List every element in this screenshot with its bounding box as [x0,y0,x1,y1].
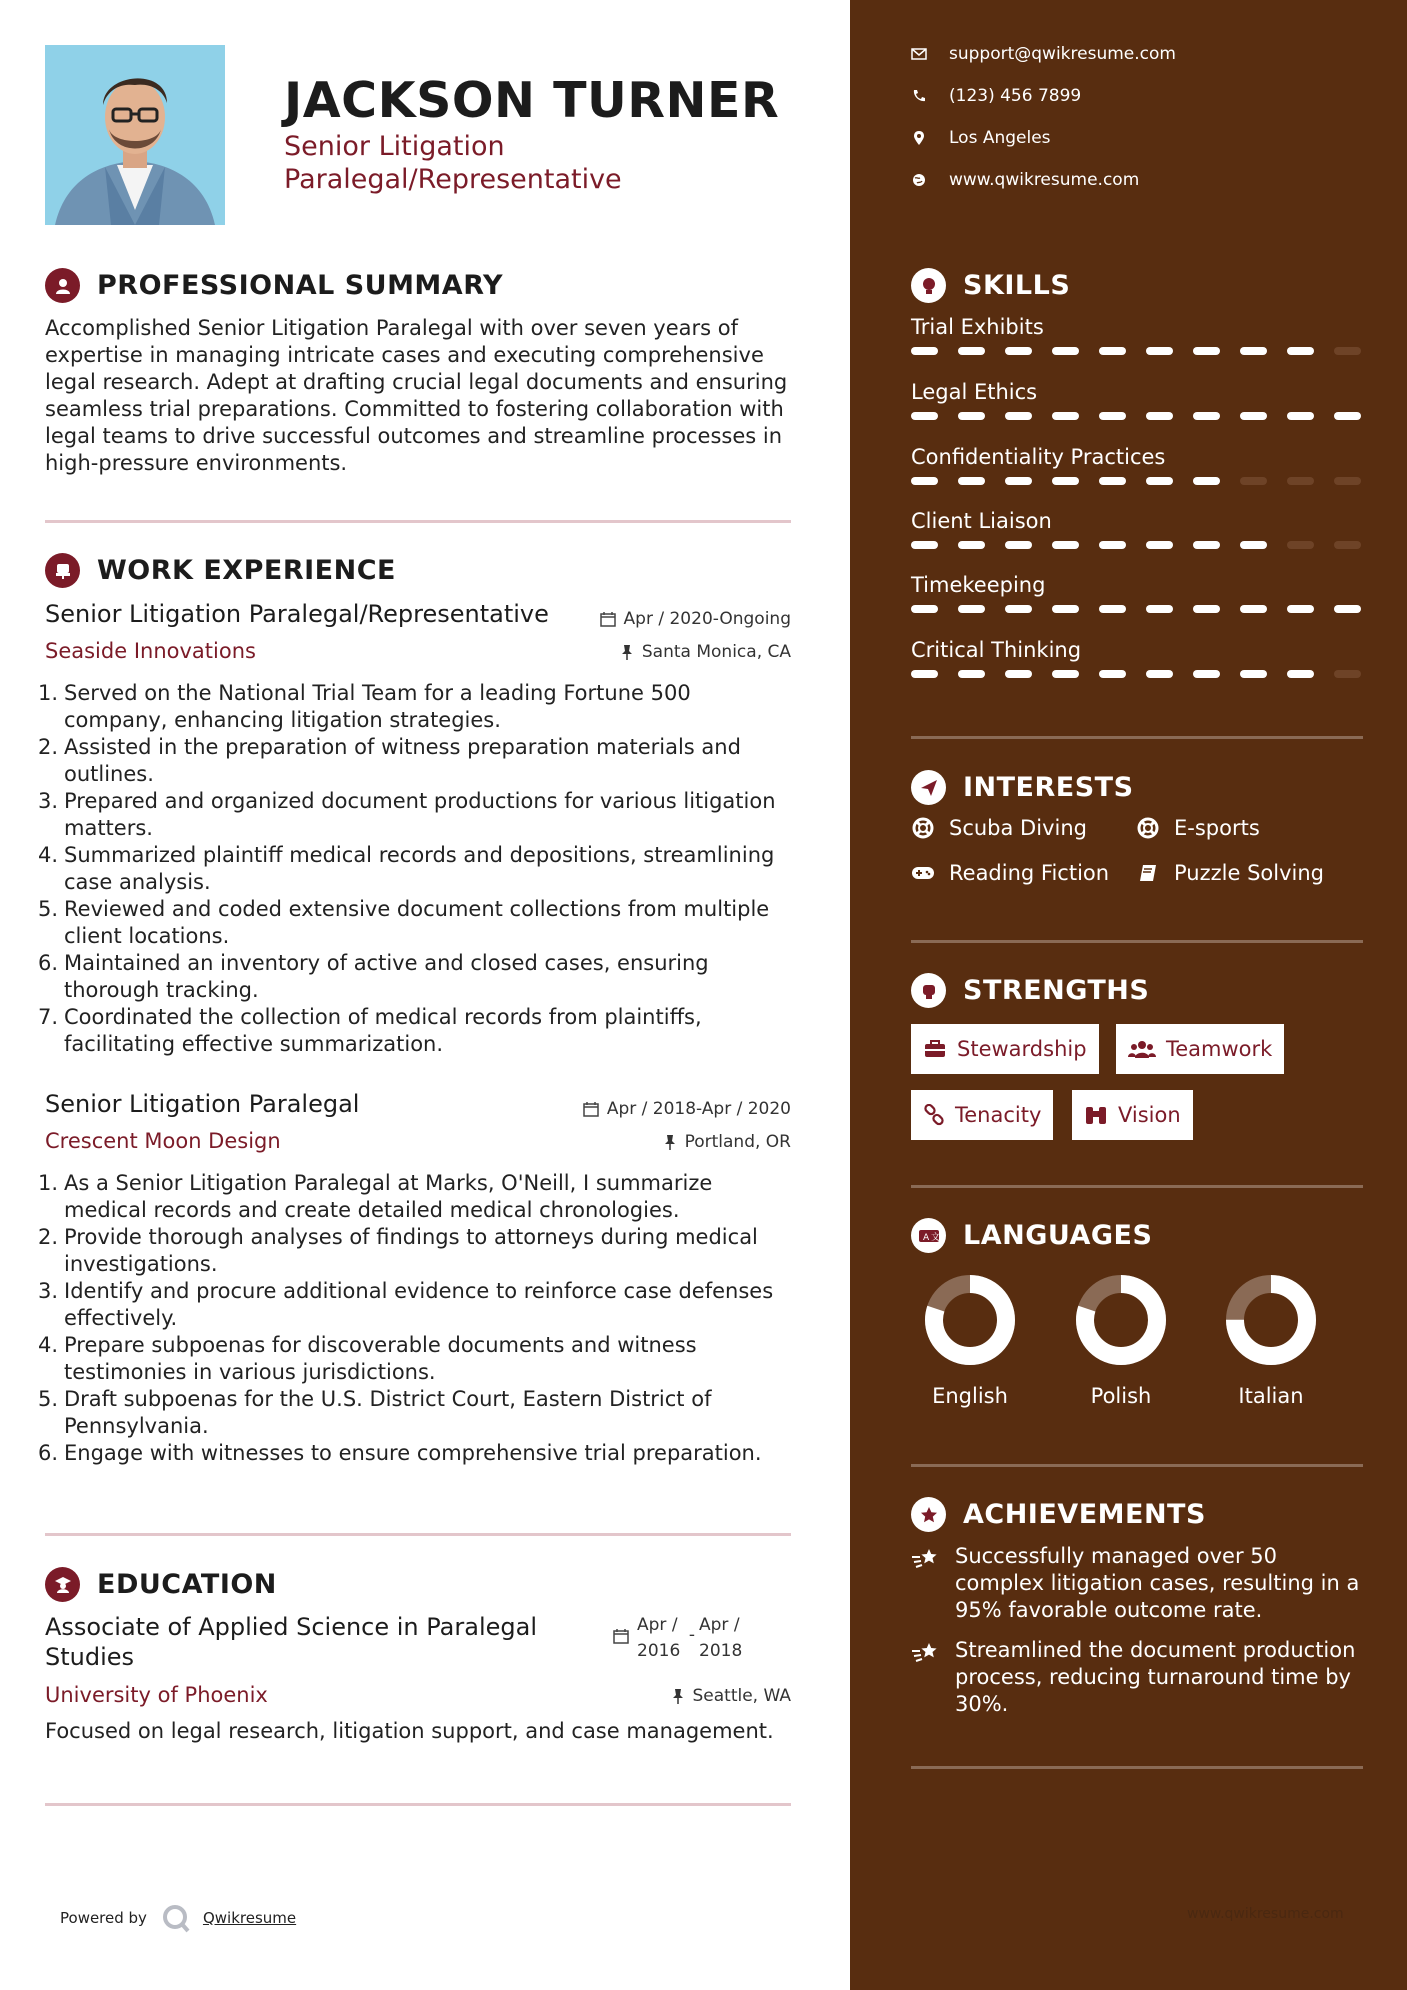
skill-level-dash [1099,541,1126,549]
skill-name: Confidentiality Practices [911,445,1166,469]
divider [911,940,1363,943]
skill-level-dash [1146,541,1173,549]
contact-website[interactable] [911,170,1139,190]
skill-level-dash [1146,605,1173,613]
contact-location [911,128,1051,148]
book-icon [1136,863,1160,883]
skills-heading [911,268,1070,303]
contact-website-text: www.qwikresume.com [949,170,1140,190]
interest-label: Scuba Diving [949,816,1087,840]
job-dates-text: Apr / 2018-Apr / 2020 [606,1099,791,1119]
skill-level-bar [911,605,1363,613]
experience-heading-label: WORK EXPERIENCE [97,555,396,586]
achievement-text: Streamlined the document production process, reducing turnaround time by 30%. [955,1638,1356,1716]
skill-level-dash [1240,347,1267,355]
interest-item [911,816,1087,840]
strength-label: Tenacity [955,1103,1042,1127]
skill-item [911,509,1363,549]
education-dates [613,1612,747,1664]
divider [45,520,791,523]
education-location-text: Seattle, WA [692,1686,791,1706]
job-dates-text: Apr / 2020-Ongoing [623,609,791,629]
skill-level-dash [1005,347,1032,355]
education-heading-label: EDUCATION [97,1569,277,1600]
strengths-heading-label: STRENGTHS [963,975,1150,1006]
divider [45,1533,791,1536]
list-item: 1. Served on the National Trial Team for a leading Fortune 500 company, enhancing litigation strategies. [38,681,691,732]
job-responsibilities [38,680,798,1058]
skill-level-dash [1334,347,1361,355]
language-ring [1071,1270,1171,1370]
skill-level-dash [1287,477,1314,485]
skill-level-dash [1052,605,1079,613]
education-description: Focused on legal research, litigation support, and case management. [45,1719,774,1743]
skill-item [911,573,1363,613]
skill-level-bar [911,347,1363,355]
footer-url: www.qwikresume.com [1187,1906,1344,1922]
language-item [1051,1270,1191,1408]
skill-name: Critical Thinking [911,638,1082,662]
skill-level-dash [1240,477,1267,485]
user-icon [45,268,80,303]
languages-heading [911,1218,1152,1253]
list-item: 6. Engage with witnesses to ensure comprehensive trial preparation. [38,1441,762,1465]
powered-by-label: Powered by [60,1909,147,1927]
summary-text: Accomplished Senior Litigation Paralegal with over seven years of expertise in managing intricate cases and executing comprehensive legal research. Adept at drafting crucial legal documents and ensuring seamless trial preparations. Committed to fostering collaboration with legal teams to drive successful outcomes and streamline processes in high-pressure environments. [45,316,788,475]
calendar-icon [600,611,616,627]
interest-item [1136,861,1324,885]
job-location [663,1132,791,1152]
contact-phone[interactable] [911,86,1081,106]
skill-level-dash [1005,477,1032,485]
skill-level-dash [1334,541,1361,549]
skills-heading-label: SKILLS [963,270,1071,301]
interests-heading-label: INTERESTS [963,772,1134,803]
achievement-item [911,1637,1363,1718]
pin-icon [663,1134,677,1150]
skill-level-dash [958,347,985,355]
skill-level-dash [1005,541,1032,549]
skill-level-dash [1005,412,1032,420]
skill-level-dash [1240,541,1267,549]
calendar-icon [583,1101,599,1117]
divider [45,1803,791,1806]
skill-level-dash [1287,605,1314,613]
skill-level-bar [911,412,1363,420]
users-icon [1128,1039,1156,1059]
list-item: 3. Identify and procure additional evidence to reinforce case defenses effectively. [38,1279,774,1330]
skill-level-dash [1052,347,1079,355]
divider [911,1464,1363,1467]
list-item: 4. Summarized plaintiff medical records and depositions, streamlining case analysis. [38,843,775,894]
skill-level-dash [1287,347,1314,355]
skill-level-dash [1005,670,1032,678]
company-name: Seaside Innovations [45,639,256,663]
skill-name: Client Liaison [911,509,1052,533]
skill-level-dash [911,347,938,355]
contact-email[interactable] [911,44,1176,64]
job-location [620,642,791,662]
skill-name: Trial Exhibits [911,315,1044,339]
skill-level-dash [1240,605,1267,613]
achievement-item [911,1543,1363,1624]
achievements-heading [911,1497,1206,1532]
skill-level-dash [958,477,985,485]
language-item [900,1270,1040,1408]
skill-item [911,638,1363,678]
skill-level-dash [1099,412,1126,420]
list-item: 2. Assisted in the preparation of witness preparation materials and outlines. [38,735,741,786]
skill-level-dash [958,605,985,613]
skill-level-dash [1146,412,1173,420]
job-responsibilities [38,1170,798,1467]
list-item: 6. Maintained an inventory of active and closed cases, ensuring thorough tracking. [38,951,709,1002]
experience-heading [45,553,396,588]
summary-heading [45,268,503,303]
interest-label: E-sports [1174,816,1260,840]
skill-level-dash [1193,605,1220,613]
interest-label: Puzzle Solving [1174,861,1324,885]
skill-level-dash [1099,605,1126,613]
shooting-star-icon [911,1641,941,1718]
strength-badge [1116,1024,1284,1074]
list-item: 5. Draft subpoenas for the U.S. District Court, Eastern District of Pennsylvania. [38,1387,712,1438]
lifebuoy-icon [911,817,935,839]
skill-level-bar [911,670,1363,678]
skill-level-dash [1005,605,1032,613]
skill-item [911,445,1363,485]
skill-level-dash [1099,477,1126,485]
company-name: Crescent Moon Design [45,1129,281,1153]
language-ring [1221,1270,1321,1370]
list-item: 3. Prepared and organized document productions for various litigation matters. [38,789,776,840]
degree-title: Associate of Applied Science in Paralegal Studies [45,1613,537,1671]
calendar-icon [613,1628,629,1644]
svg-text:A: A [922,1232,929,1243]
briefcase-chair-icon [45,553,80,588]
strength-badge [1072,1090,1193,1140]
interest-item [911,861,1109,885]
skill-level-dash [1052,477,1079,485]
skill-level-dash [1146,477,1173,485]
lifebuoy-icon [1136,817,1160,839]
powered-by [60,1903,296,1933]
language-ring [920,1270,1020,1370]
qwikresume-link[interactable]: Qwikresume [202,1909,297,1927]
education-heading [45,1567,277,1602]
language-name: English [932,1384,1008,1408]
skill-level-dash [1146,670,1173,678]
skill-level-bar [911,541,1363,549]
skill-level-dash [1099,670,1126,678]
list-item: 4. Prepare subpoenas for discoverable documents and witness testimonies in various jurisdictions. [38,1333,697,1384]
map-marker-icon [911,130,927,146]
svg-text:文: 文 [930,1232,940,1243]
skill-level-dash [1334,670,1361,678]
link-icon [923,1104,945,1126]
list-item: 7. Coordinated the collection of medical records from plaintiffs, facilitating effective summarization. [38,1005,702,1056]
list-item: 2. Provide thorough analyses of findings to attorneys during medical investigations. [38,1225,758,1276]
skill-level-dash [911,477,938,485]
contact-email-text: support@qwikresume.com [949,44,1176,64]
skill-level-bar [911,477,1363,485]
graduate-icon [45,1567,80,1602]
strength-label: Teamwork [1166,1037,1273,1061]
skill-level-dash [1193,347,1220,355]
job-location-text: Portland, OR [684,1132,791,1152]
shooting-star-icon [911,1547,941,1624]
job-title: Senior Litigation Paralegal [45,1090,360,1118]
paper-plane-icon [911,770,946,805]
strengths-heading [911,973,1149,1008]
achievements-heading-label: ACHIEVEMENTS [963,1499,1206,1530]
skill-level-dash [1334,605,1361,613]
candidate-name: JACKSON TURNER [284,72,780,129]
divider [911,1766,1363,1769]
list-item: 1. As a Senior Litigation Paralegal at Marks, O'Neill, I summarize medical records and create detailed medical chronologies. [38,1171,713,1222]
skill-level-dash [1334,477,1361,485]
skill-level-dash [1193,541,1220,549]
skill-level-dash [958,412,985,420]
binoculars-icon [1084,1104,1108,1126]
languages-heading-label: LANGUAGES [963,1220,1153,1251]
strength-label: Stewardship [957,1037,1087,1061]
skill-level-dash [1099,347,1126,355]
qwikresume-logo-icon [161,1903,191,1933]
profile-photo [45,45,225,225]
language-item [1201,1270,1341,1408]
school-name: University of Phoenix [45,1683,268,1707]
skill-level-dash [911,605,938,613]
education-end: Apr / 2018 [699,1615,743,1661]
skill-item [911,315,1363,355]
skill-level-dash [1146,347,1173,355]
skill-level-dash [958,670,985,678]
skill-level-dash [1287,541,1314,549]
translate-icon [911,1218,946,1253]
skill-level-dash [1240,412,1267,420]
skill-level-dash [1052,412,1079,420]
skill-name: Timekeeping [911,573,1046,597]
achievement-text: Successfully managed over 50 complex litigation cases, resulting in a 95% favorable outcome rate. [955,1544,1360,1622]
divider [911,1185,1363,1188]
skill-name: Legal Ethics [911,380,1038,404]
skill-level-dash [1052,541,1079,549]
skill-level-dash [1287,412,1314,420]
interest-item [1136,816,1260,840]
date-separator: - [688,1625,696,1645]
contact-phone-text: (123) 456 7899 [949,86,1082,106]
strength-label: Vision [1118,1103,1181,1127]
gamepad-icon [911,865,935,881]
skill-level-dash [1287,670,1314,678]
skill-level-dash [1240,670,1267,678]
strength-badge [911,1024,1099,1074]
education-location [671,1686,792,1706]
skill-level-dash [1193,412,1220,420]
skill-item [911,380,1363,420]
skill-level-dash [1334,412,1361,420]
language-name: Italian [1238,1384,1304,1408]
skill-level-dash [1052,670,1079,678]
phone-icon [911,89,927,103]
job-location-text: Santa Monica, CA [641,642,791,662]
interest-label: Reading Fiction [949,861,1110,885]
candidate-title: Senior Litigation Paralegal/Representative [284,131,622,195]
interests-heading [911,770,1134,805]
lightbulb-icon [911,268,946,303]
language-name: Polish [1090,1384,1152,1408]
strength-badge [911,1090,1053,1140]
skill-level-dash [958,541,985,549]
pin-icon [671,1688,685,1704]
job-dates [583,1099,791,1119]
education-start: Apr / 2016 [637,1615,681,1661]
skill-level-dash [911,541,938,549]
skill-level-dash [911,670,938,678]
job-title: Senior Litigation Paralegal/Representative [45,600,549,628]
skill-level-dash [911,412,938,420]
divider [911,736,1363,739]
briefcase-icon [923,1039,947,1059]
globe-icon [911,173,927,187]
summary-heading-label: PROFESSIONAL SUMMARY [97,270,504,301]
envelope-icon [911,48,927,60]
pin-icon [620,644,634,660]
job-dates [600,609,791,629]
contact-location-text: Los Angeles [949,128,1051,148]
list-item: 5. Reviewed and coded extensive document collections from multiple client locations. [38,897,770,948]
skill-level-dash [1193,670,1220,678]
skill-level-dash [1193,477,1220,485]
star-badge-icon [911,1497,946,1532]
fist-icon [911,973,946,1008]
